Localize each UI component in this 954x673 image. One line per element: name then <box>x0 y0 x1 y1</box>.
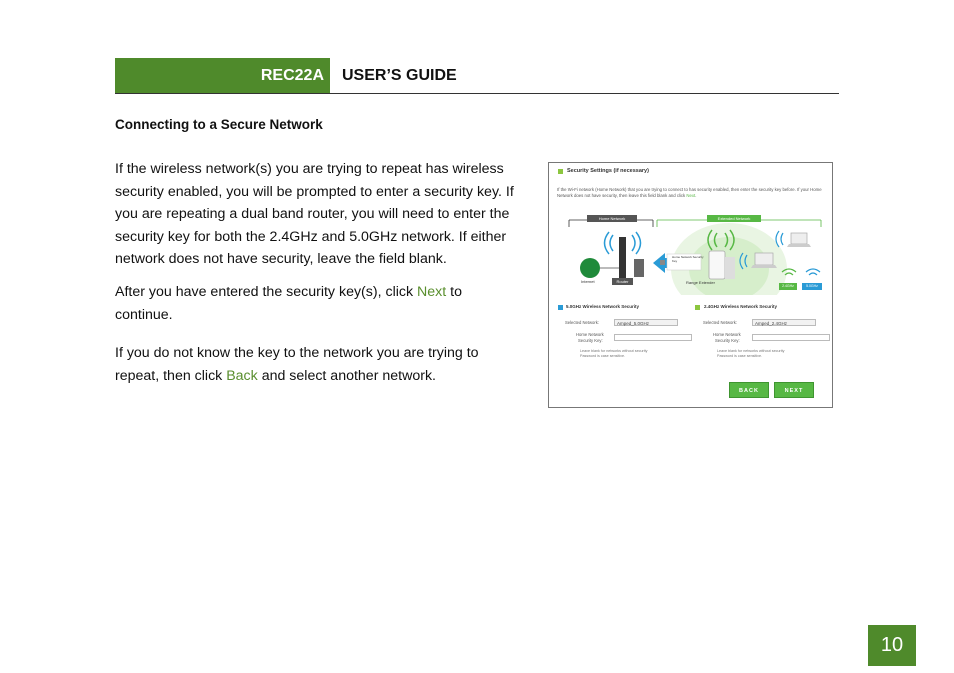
section-heading: Connecting to a Secure Network <box>115 117 323 132</box>
header-divider <box>115 93 839 94</box>
screenshot-intro <box>557 187 825 198</box>
paragraph-security-intro: If the wireless network(s) you are trying to repeat has wireless security enabled, you will be prompted to enter a security key. If you are repeating a dual band router, you will need to enter the security key for both the 2.4GHz and 5.0GHz network. If either network does not have security, leave the field blank. <box>115 161 514 268</box>
panel-24ghz-key-label-2: Security Key: <box>715 338 740 343</box>
header-bar <box>115 58 330 93</box>
panel-24ghz-selected-label: Selected Network: <box>703 320 737 325</box>
paragraph-back-instruction <box>115 342 510 387</box>
panel-24ghz-hint-1: Leave blank for networks without security <box>717 349 785 353</box>
title-square-icon <box>558 169 563 174</box>
extended-network-label: Extended Network <box>717 216 751 221</box>
lock-icon <box>660 260 665 265</box>
panel-5ghz-selected-label: Selected Network: <box>565 320 599 325</box>
guide-title: USER’S GUIDE <box>342 67 457 84</box>
panel-24ghz-hint-2: Password is case sensitive. <box>717 354 763 358</box>
panel-5ghz-selected-field: Amped_5.0GHz <box>614 319 678 326</box>
internet-globe-icon <box>580 258 600 278</box>
next-button[interactable]: NEXT <box>774 382 814 398</box>
panel-24ghz-selected-field: Amped_2.4GHz <box>752 319 816 326</box>
back-button[interactable]: BACK <box>729 382 769 398</box>
screenshot-title: Security Settings (if necessary) <box>567 168 649 174</box>
home-network-label: Home Network <box>598 216 626 221</box>
intro-next-link: Next <box>686 192 696 198</box>
band-24-label: 2.4GHz <box>782 284 794 288</box>
panel-5ghz-hint-1: Leave blank for networks without security <box>580 349 648 353</box>
paragraph-next-instruction <box>115 281 505 326</box>
back-link-text: Back <box>226 367 258 384</box>
panel-5ghz-square-icon <box>558 305 563 310</box>
router-label: Router <box>612 278 633 285</box>
band-50-label: 5.0GHz <box>806 284 818 288</box>
range-extender-label: Range Extender <box>686 280 715 285</box>
paragraph-text: If you do not know the key to the network you are trying to repeat, then click <box>115 345 479 384</box>
page-number: 10 <box>868 625 916 666</box>
panel-5ghz-title: 5.0GHz Wireless Network Security <box>566 304 639 309</box>
paragraph-text: After you have entered the security key(s), click <box>115 284 418 300</box>
intro-text: . <box>695 192 697 198</box>
model-name: REC22A <box>260 67 324 84</box>
panel-5ghz-security-key-input[interactable] <box>614 334 692 341</box>
paragraph-text: to continue. <box>115 284 462 323</box>
band-50-wifi-icon <box>806 269 820 275</box>
diagram-key-label: Home Network Security Key <box>672 255 704 263</box>
panel-24ghz-key-label-1: Home Network <box>713 332 741 337</box>
security-settings-screenshot <box>548 162 833 408</box>
laptop-icon <box>787 233 811 247</box>
panel-24ghz-square-icon <box>695 305 700 310</box>
paragraph-text: and select another network. <box>257 367 436 384</box>
laptop-wifi-waves-icon <box>776 231 783 247</box>
panel-24ghz-title: 2.4GHz Wireless Network Security <box>704 304 777 309</box>
panel-5ghz-key-label-1: Home Network <box>576 332 604 337</box>
panel-5ghz-key-label-2: Security Key: <box>578 338 603 343</box>
internet-label: Internet <box>581 279 595 284</box>
tablet-icon <box>751 253 777 268</box>
panel-24ghz-security-key-input[interactable] <box>752 334 830 341</box>
panel-5ghz-hint-2: Password is case sensitive. <box>580 354 626 358</box>
intro-text: If the Wi-Fi network (Home Network) that you are trying to connect to has security enabled, then enter the security key before. If your Home Network does not have security, then leave this field blank and click <box>557 187 822 198</box>
next-link-text: Next <box>417 284 447 300</box>
